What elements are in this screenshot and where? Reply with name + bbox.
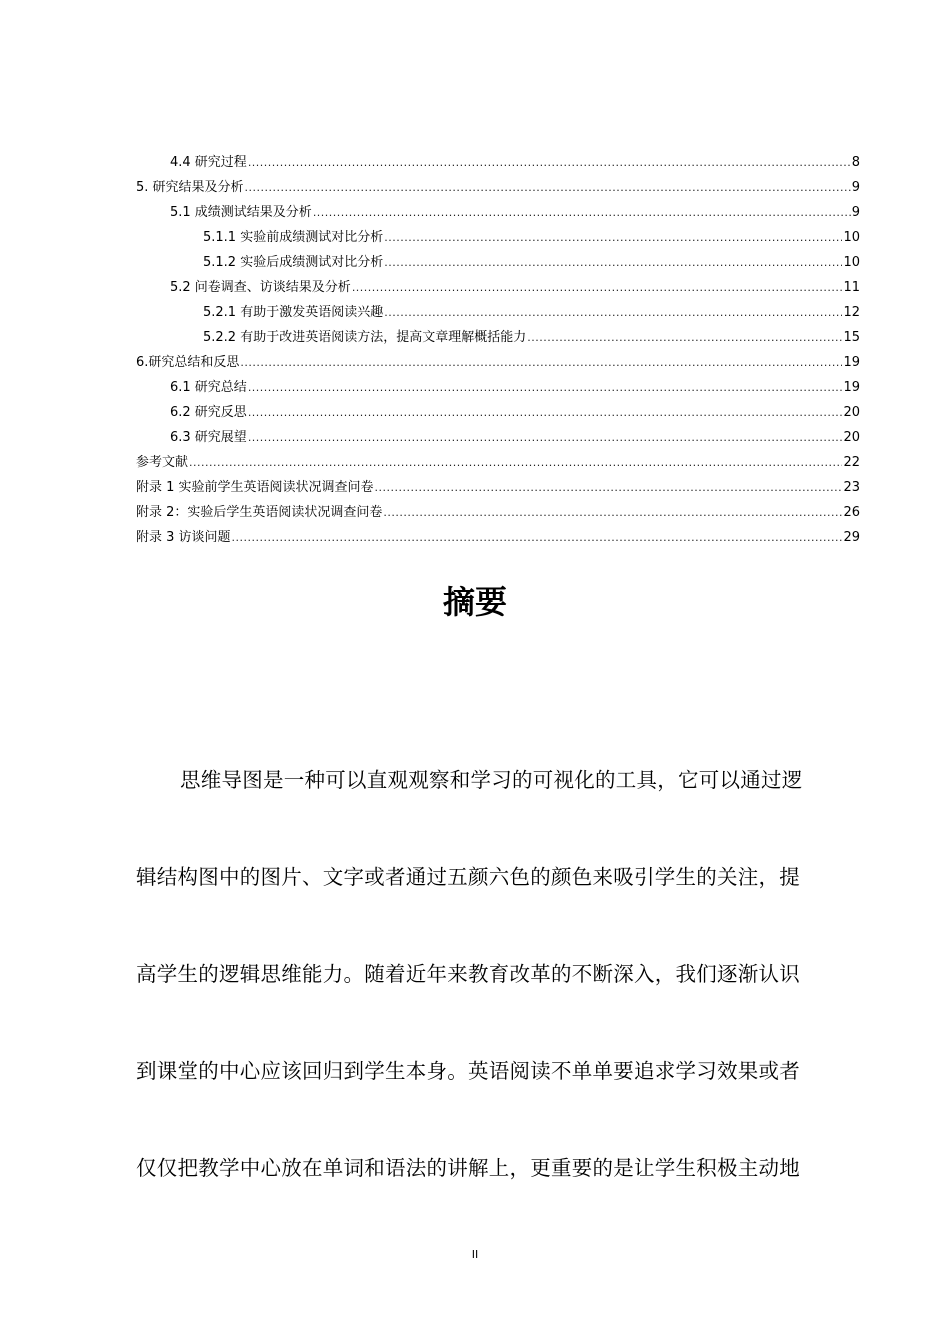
toc-dot-leader	[527, 325, 842, 350]
toc-dot-leader	[240, 350, 842, 375]
toc-entry[interactable]	[136, 200, 860, 225]
toc-entry-label: 附录 1 实验前学生英语阅读状况调查问卷	[136, 480, 374, 495]
toc-entry-label: 5.1 成绩测试结果及分析	[170, 205, 312, 220]
page-number: II	[471, 1248, 479, 1261]
toc-dot-leader	[248, 400, 843, 425]
toc-entry-label: 6.3 研究展望	[170, 430, 247, 445]
abstract-line: 辑结构图中的图片、文字或者通过五颜六色的颜色来吸引学生的关注，提	[136, 865, 800, 889]
toc-dot-leader	[384, 225, 842, 250]
toc-dot-leader	[232, 525, 843, 550]
toc-entry-label: 6.研究总结和反思	[136, 355, 240, 370]
abstract-line: 到课堂的中心应该回归到学生本身。英语阅读不单单要追求学习效果或者	[136, 1059, 800, 1083]
toc-entry-label: 附录 2：实验后学生英语阅读状况调查问卷	[136, 505, 383, 520]
toc-entry[interactable]	[136, 275, 860, 300]
toc-entry-page: 20	[843, 430, 860, 445]
toc-entry-page: 29	[843, 530, 860, 545]
toc-entry-page: 9	[851, 180, 860, 195]
toc-entry-page: 23	[843, 480, 860, 495]
toc-entry-label: 5.1.1 实验前成绩测试对比分析	[203, 230, 384, 245]
toc-entry-page: 9	[851, 205, 860, 220]
toc-entry-page: 11	[843, 280, 860, 295]
toc-dot-leader	[248, 150, 851, 175]
toc-entry[interactable]	[136, 225, 860, 250]
toc-entry[interactable]	[136, 400, 860, 425]
toc-entry[interactable]	[136, 375, 860, 400]
toc-entry-page: 22	[843, 455, 860, 470]
abstract-line: 仅仅把教学中心放在单词和语法的讲解上，更重要的是让学生积极主动地	[136, 1156, 800, 1180]
toc-dot-leader	[383, 500, 842, 525]
toc-entry-page: 19	[843, 355, 860, 370]
toc-entry-label: 6.1 研究总结	[170, 380, 247, 395]
toc-entry-label: 6.2 研究反思	[170, 405, 247, 420]
toc-entry-label: 5. 研究结果及分析	[136, 180, 244, 195]
toc-dot-leader	[313, 200, 851, 225]
toc-entry-page: 19	[843, 380, 860, 395]
toc-entry[interactable]	[136, 475, 860, 500]
toc-dot-leader	[384, 300, 842, 325]
toc-entry-label: 附录 3 访谈问题	[136, 530, 231, 545]
abstract-line: 思维导图是一种可以直观观察和学习的可视化的工具，它可以通过逻	[180, 768, 803, 792]
toc-entry-page: 8	[851, 155, 860, 170]
toc-entry-page: 10	[843, 230, 860, 245]
toc-dot-leader	[245, 175, 851, 200]
toc-dot-leader	[375, 475, 843, 500]
toc-entry-label: 5.2.1 有助于激发英语阅读兴趣	[203, 305, 384, 320]
toc-entry-label: 参考文献	[136, 455, 189, 470]
toc-entry[interactable]	[136, 250, 860, 275]
toc-entry-label: 5.2 问卷调查、访谈结果及分析	[170, 280, 351, 295]
toc-entry[interactable]	[136, 450, 860, 475]
toc-entry-label: 5.2.2 有助于改进英语阅读方法，提高文章理解概括能力	[203, 330, 527, 345]
toc-dot-leader	[384, 250, 842, 275]
toc-entry[interactable]	[136, 325, 860, 350]
toc-dot-leader	[189, 450, 842, 475]
toc-entry-page: 20	[843, 405, 860, 420]
toc-entry-page: 12	[843, 305, 860, 320]
toc-entry[interactable]	[136, 150, 860, 175]
abstract-heading: 摘要	[442, 583, 507, 621]
toc-dot-leader	[352, 275, 843, 300]
toc-dot-leader	[248, 425, 843, 450]
toc-entry-page: 15	[843, 330, 860, 345]
toc-entry[interactable]	[136, 300, 860, 325]
toc-entry[interactable]	[136, 425, 860, 450]
toc-entry-label: 5.1.2 实验后成绩测试对比分析	[203, 255, 384, 270]
toc-entry-page: 10	[843, 255, 860, 270]
toc-entry-label: 4.4 研究过程	[170, 155, 247, 170]
toc-dot-leader	[248, 375, 843, 400]
table-of-contents	[136, 150, 860, 550]
abstract-line: 高学生的逻辑思维能力。随着近年来教育改革的不断深入，我们逐渐认识	[136, 962, 800, 986]
toc-entry[interactable]	[136, 350, 860, 375]
toc-entry[interactable]	[136, 500, 860, 525]
toc-entry[interactable]	[136, 175, 860, 200]
toc-entry[interactable]	[136, 525, 860, 550]
toc-entry-page: 26	[843, 505, 860, 520]
abstract-body	[136, 760, 860, 1245]
